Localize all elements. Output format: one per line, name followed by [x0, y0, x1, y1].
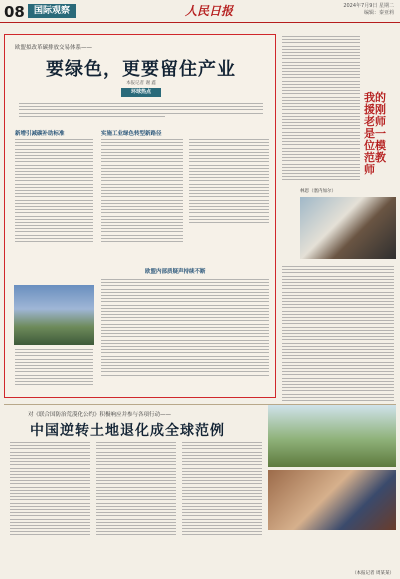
feature-col-4	[101, 279, 269, 378]
right-col-text	[282, 36, 360, 183]
feature-note-label: 环球热点	[121, 88, 161, 97]
issue-meta	[343, 3, 394, 17]
bottom-byline: （本报记者 周某某）	[352, 571, 394, 576]
feature-byline: 本报记者 谢 鑫	[126, 81, 156, 86]
subhead-3: 欧盟内部质疑声持续不断	[145, 269, 206, 275]
feature-summary	[19, 103, 263, 119]
right-column-byline: 林恩（塞内加尔）	[300, 189, 336, 194]
feature-col-3	[189, 139, 269, 225]
children-photo	[268, 470, 396, 530]
bottom-headline: 中国逆转土地退化成全球范例	[30, 423, 225, 439]
feature-col-1	[15, 139, 93, 244]
bottom-kicker: 对《联合国防治荒漠化公约》积极响应并参与各项行动——	[28, 412, 172, 418]
page-number: 08	[4, 3, 25, 21]
page-header	[0, 0, 400, 22]
section-label: 国际观察	[28, 4, 76, 18]
feature-headline: 要绿色，更要留住产业	[46, 59, 236, 80]
issue-editor: 编辑：秦亚莉	[363, 10, 394, 16]
city-photo	[14, 285, 94, 345]
subhead-1: 新增引减碳补助标准	[15, 131, 65, 137]
issue-date: 2024年7月9日 星期二	[343, 3, 394, 9]
bottom-col-1	[10, 442, 90, 538]
landscape-photo	[268, 405, 396, 467]
bottom-col-3	[182, 442, 262, 538]
feature-col-5	[15, 349, 93, 387]
newspaper-logo: 人民日报	[185, 4, 234, 18]
right-column-title: 我的援刚老师是一位模范教师	[364, 91, 386, 176]
feature-kicker: 欧盟拟改革碳排放交易体系——	[15, 45, 93, 51]
right-col-text-2	[282, 266, 394, 403]
feature-col-2	[101, 139, 183, 244]
feature-story	[4, 34, 276, 398]
subhead-2: 实施工业绿色转型新路径	[101, 131, 162, 137]
teacher-photo	[300, 197, 396, 259]
bottom-col-2	[96, 442, 176, 538]
header-rule	[0, 22, 400, 23]
